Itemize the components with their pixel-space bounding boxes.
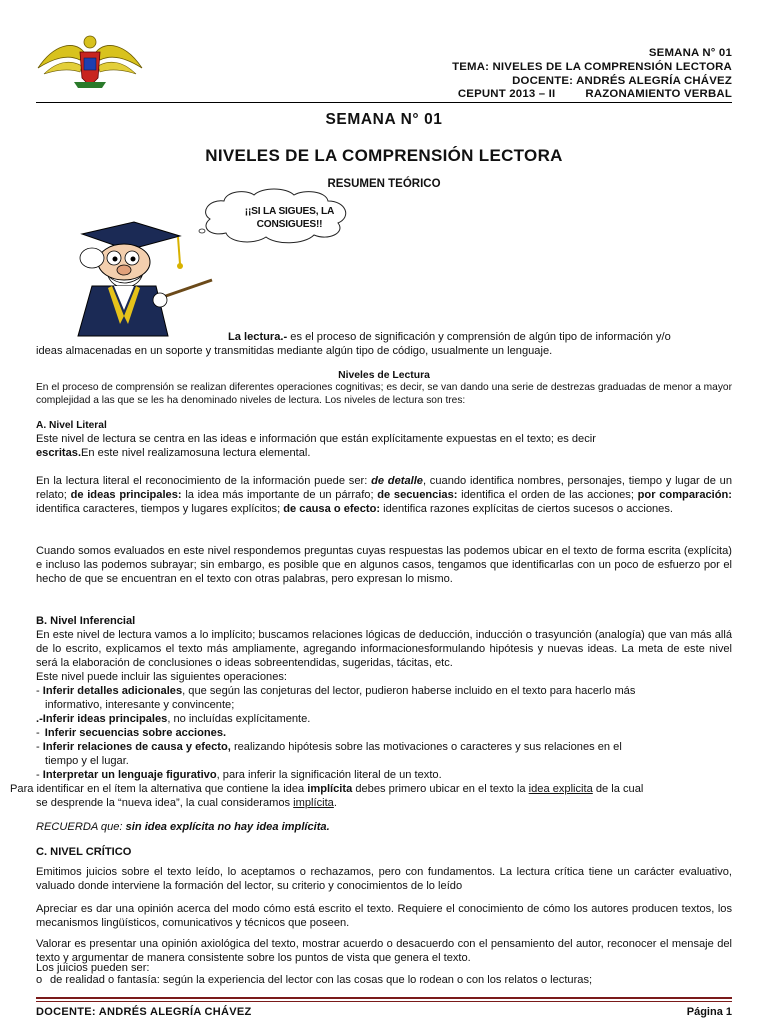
literal-p2: En la lectura literal el reconocimiento de la información puede ser: de detalle, cuando identifica nombres, personajes, tiempo y lugar de un relato; de ideas principales: la idea más importante de un párrafo; de secuencias: identifica el orden de las acciones; por comparación: identifica caracteres, tiempos y lugares explícitos; de causa o efecto: identifica razones explícitas de ciertos sucesos o acciones. — [36, 475, 732, 515]
critical-p2: Apreciar es dar una opinión acerca del modo cómo está escrito el texto. Requiere el conocimiento de cómo los autores producen textos, los mecanismos lingüísticos, comunicativos y técnicos que poseen. — [36, 903, 732, 929]
university-logo — [34, 30, 146, 92]
inferential-item-4: - Inferir relaciones de causa y efecto, realizando hipótesis sobre las motivaciones o caracteres y sus relaciones en el tiempo y el lugar. — [36, 741, 622, 767]
inferential-item-2: .-Inferir ideas principales, no incluídas explícitamente. — [36, 713, 311, 725]
literal-p1: Este nivel de lectura se centra en las ideas e información que están explícitamente expuestas en el texto; es decir escritas.En este nivel realizamosuna lectura elemental. — [36, 433, 596, 459]
cloud-line-1: ¡¡SI LA SIGUES, LA — [244, 206, 335, 217]
recuerda-note: RECUERDA que: sin idea explícita no hay idea implícita. — [36, 821, 330, 833]
intro-paragraph: La lectura.- es el proceso de significación y comprensión de algún tipo de información y/o ideas almacenadas en un soporte y transmitidas mediante algún tipo de código, usualmente un lenguaje. — [36, 331, 671, 357]
literal-p3: Cuando somos evaluados en este nivel respondemos preguntas cuyas respuestas las podemos ubicar en el texto de forma escrita (explícita) e incluso las podemos subrayar; sin embargo, es posible que en algunos casos, tengamos que identificarlas con un poco de esfuerzo por el hecho de que se encuentran en el texto con otras palabras, pero expresan lo mismo. — [36, 545, 732, 585]
footer-divider — [36, 997, 732, 999]
critical-p1: Emitimos juicios sobre el texto leído, lo aceptamos o rechazamos, pero con fundamentos. La lectura crítica tiene un carácter evaluativo, valuado donde interviene la formación del lector, su criterio y conocimientos de lo leído — [36, 866, 732, 892]
inferential-p3: Para identificar en el ítem la alternativa que contiene la idea implícita debes primero ubicar en el texto la idea explicita de la cual se desprende la “nueva idea”, la cual consideramos implícita. — [10, 783, 644, 809]
levels-intro: En el proceso de comprensión se realizan diferentes operaciones cognitivas; es decir, se van dando una serie de destrezas graduadas de menor a mayor complejidad a las que se les ha denominado niveles de lectura. Los niveles de lectura son tres: — [36, 382, 732, 407]
professor-illustration — [52, 220, 222, 338]
professor-icon — [78, 222, 212, 336]
inferential-item-3: - Inferir secuencias sobre acciones. — [36, 727, 227, 739]
cloud-text — [222, 205, 357, 231]
footer-teacher: DOCENTE: ANDRÉS ALEGRÍA CHÁVEZ — [36, 1006, 252, 1018]
inferential-item-1: - Inferir detalles adicionales, que según las conjeturas del lector, pudieron haberse incluido en el texto para hacerlo más informativo, interesante y convincente; — [36, 685, 636, 711]
literal-heading: A. Nivel Literal — [36, 420, 107, 431]
header-topic: TEMA: NIVELES DE LA COMPRENSIÓN LECTORA — [452, 60, 732, 73]
page-title: NIVELES DE LA COMPRENSIÓN LECTORA — [205, 146, 563, 165]
cloud-line-2: CONSIGUES!! — [256, 219, 323, 230]
inferential-heading: B. Nivel Inferencial — [36, 615, 136, 627]
page-number: Página 1 — [686, 1006, 732, 1018]
inferential-p1: En este nivel de lectura vamos a lo implícito; buscamos relaciones lógicas de deducción, inducción o trasyunción (analogía) que van más allá de lo escrito, explicamos el texto más ampliamente, agregando informacionesformulando hipótesis y nuevas ideas. La meta de este nivel será la elaboración de conclusiones o ideas sobreentendidas, sugeridas, tácitas, etc. — [36, 629, 732, 669]
header-teacher: DOCENTE: ANDRÉS ALEGRÍA CHÁVEZ — [512, 74, 732, 87]
header-course: CEPUNT 2013 – II RAZONAMIENTO VERBAL — [457, 88, 732, 101]
critical-p4: Los juicios pueden ser: — [36, 962, 150, 974]
header-divider — [36, 102, 732, 103]
intro-term: La lectura.- — [228, 331, 288, 343]
eagle-icon — [38, 36, 142, 88]
critical-p3: Valorar es presentar una opinión axiológica del texto, mostrar acuerdo o desacuerdo con el pensamiento del autor, reconocer el mensaje del texto y argumentar de manera consistente sobre los puntos de vista que genera el texto. — [36, 938, 732, 964]
inferential-item-5: - Interpretar un lenguaje figurativo, para inferir la significación literal de un texto. — [36, 769, 442, 781]
critical-heading: C. NIVEL CRÍTICO — [36, 846, 132, 858]
header-week: SEMANA N° 01 — [648, 47, 732, 59]
section-subtitle: RESUMEN TEÓRICO — [327, 178, 441, 190]
footer-divider-thin — [36, 1001, 732, 1002]
inferential-p2: Este nivel puede incluir las siguientes operaciones: — [36, 671, 287, 683]
week-title: SEMANA N° 01 — [325, 111, 443, 128]
critical-bullet: o de realidad o fantasía: según la experiencia del lector con las cosas que lo rodean o con los relatos o lecturas; — [36, 974, 593, 986]
document-header — [452, 47, 732, 102]
levels-heading: Niveles de Lectura — [338, 370, 430, 381]
